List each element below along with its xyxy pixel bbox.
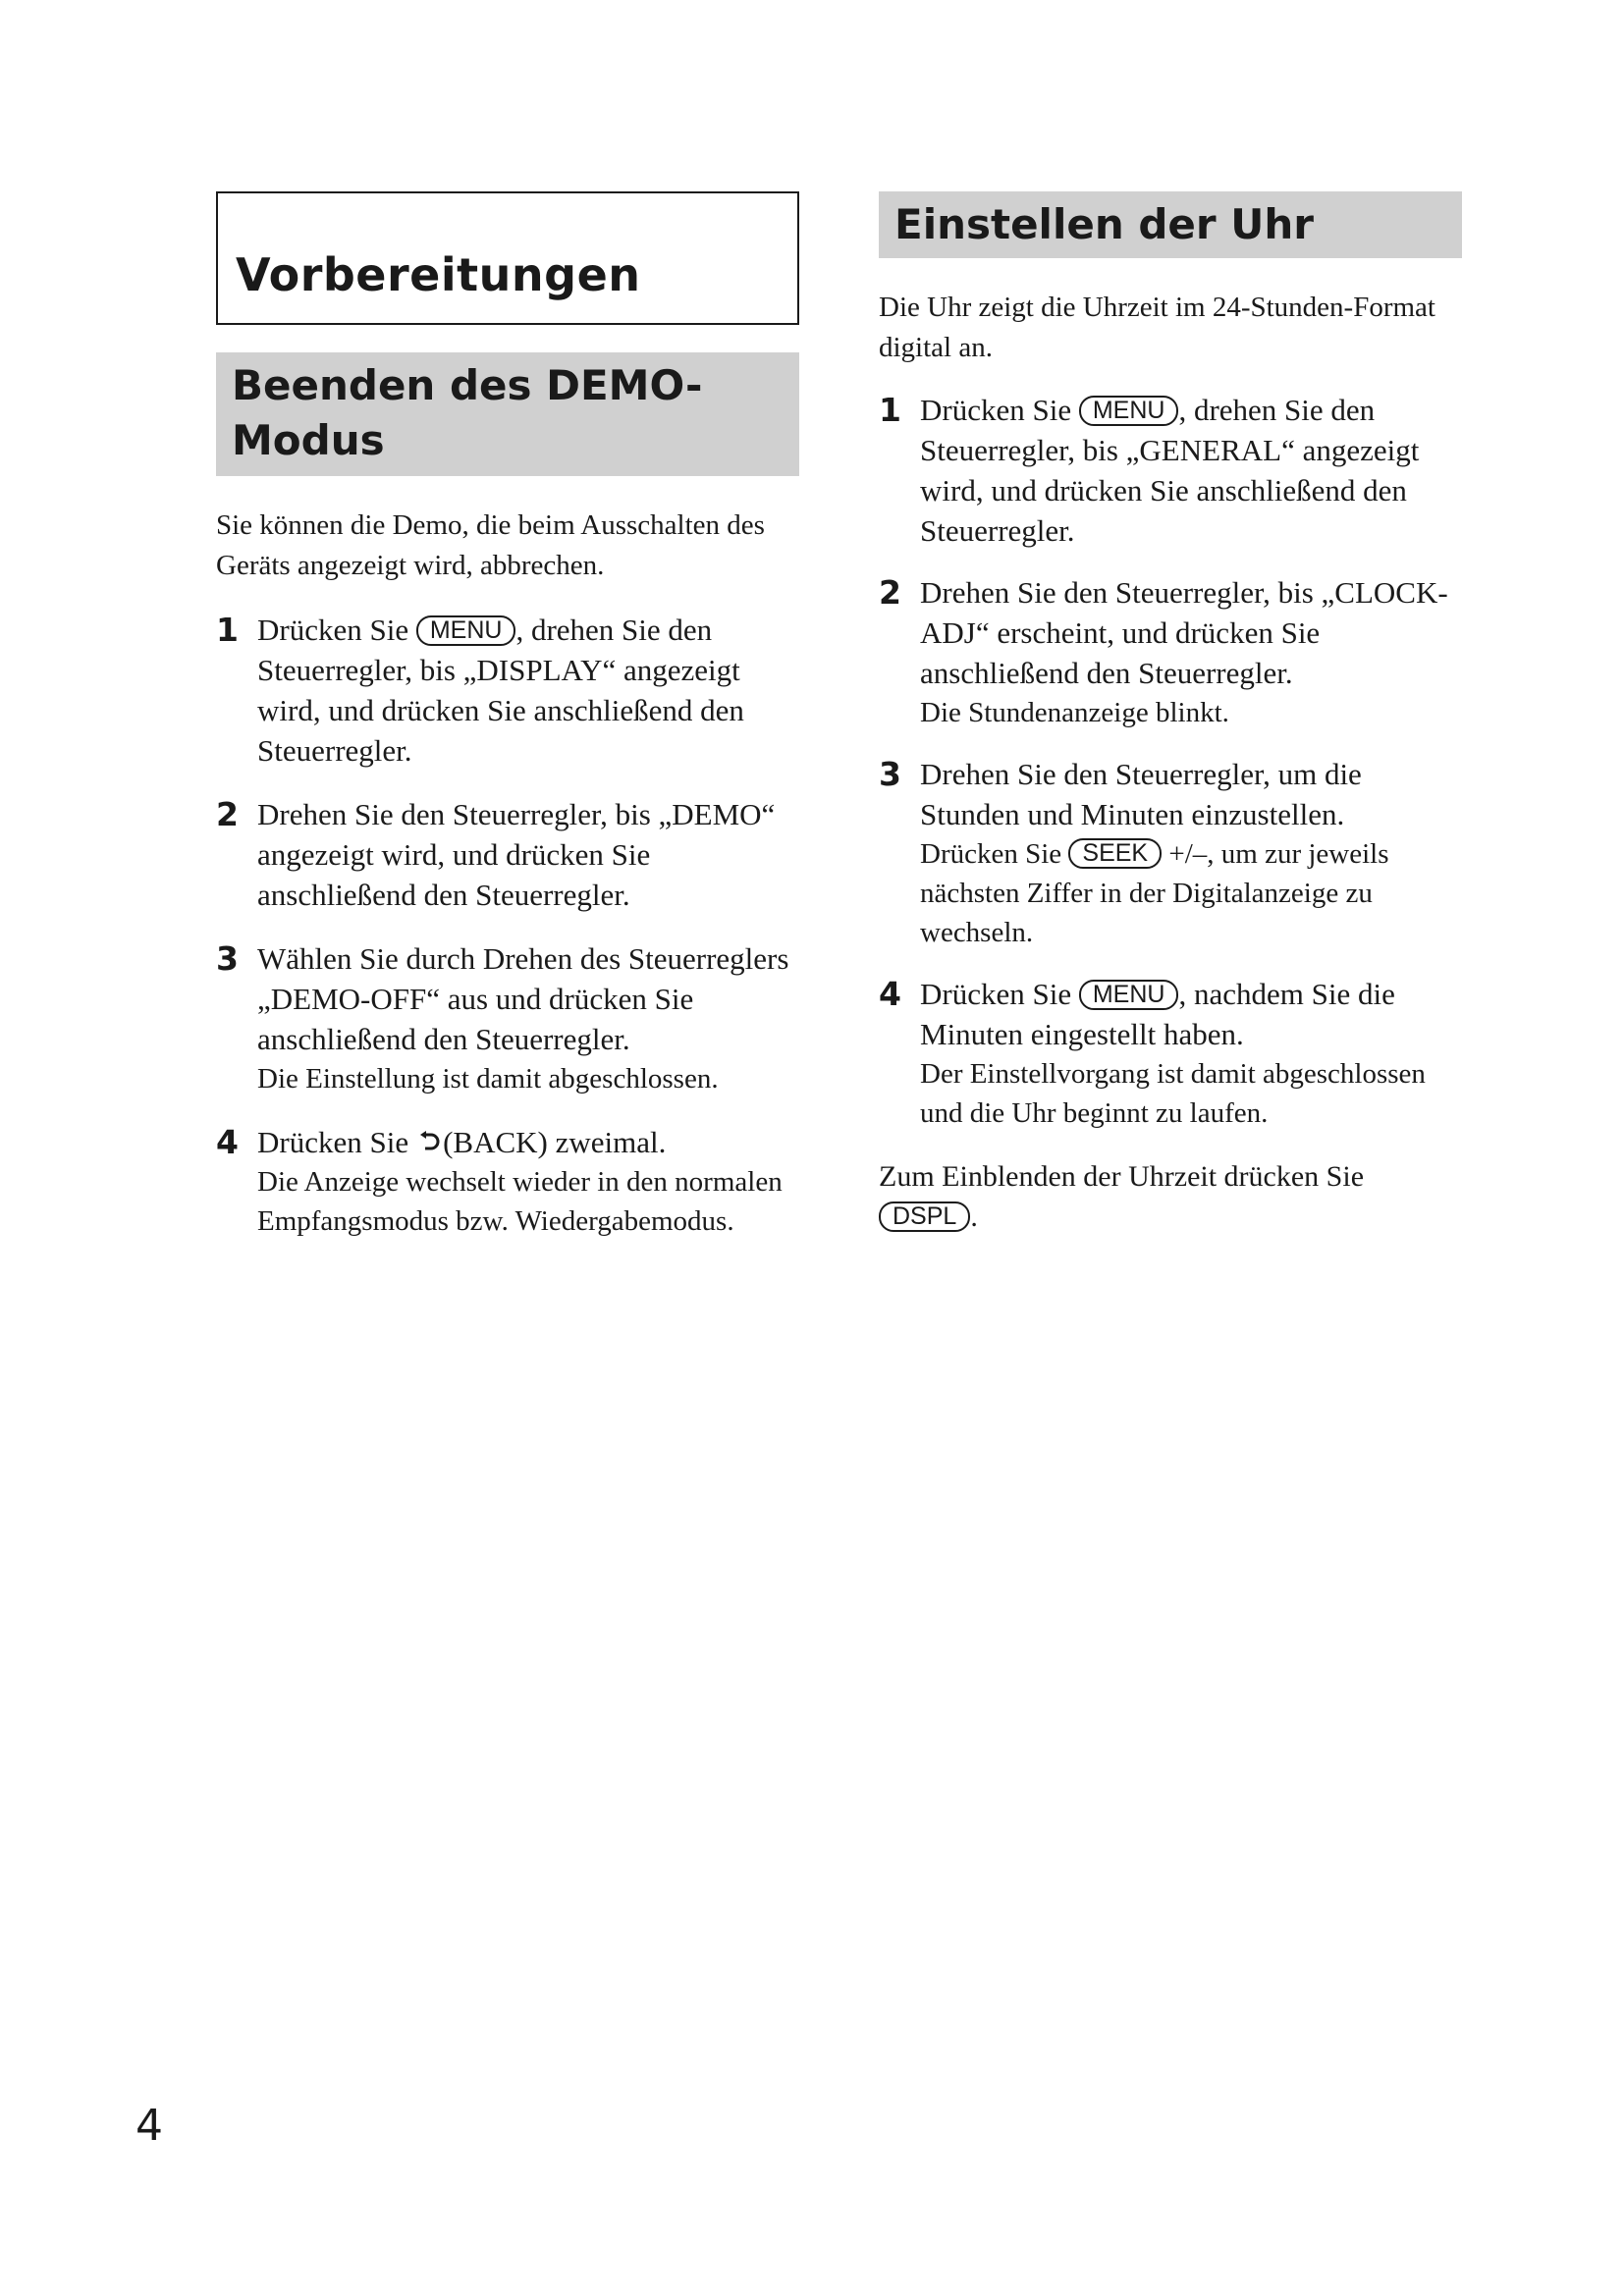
step-text: Wählen Sie durch Drehen des Steuerreglers „DEMO-OFF“ aus und drücken Sie anschließend den Steuerregler. xyxy=(257,941,789,1056)
chapter-box xyxy=(216,191,799,325)
note-text: +/–, um zur jeweils nächsten Ziffer in der Digitalanzeige zu wechseln. xyxy=(920,838,1389,948)
chapter-title: Vorbereitungen xyxy=(236,248,641,301)
back-key-label: (BACK) xyxy=(443,1125,548,1159)
step-text: Drehen Sie den Steuerregler, um die Stunden und Minuten einzustellen. xyxy=(920,757,1362,831)
outro-text: Zum Einblenden der Uhrzeit drücken Sie xyxy=(879,1160,1365,1193)
page-number: 4 xyxy=(135,2101,163,2151)
step-text: Drücken Sie xyxy=(257,613,409,647)
step-number: 4 xyxy=(216,1123,239,1161)
step-number: 4 xyxy=(879,975,901,1013)
demo-intro: Sie können die Demo, die beim Ausschalten des Geräts angezeigt wird, abbrechen. xyxy=(216,509,765,581)
menu-key: MENU xyxy=(416,615,516,646)
demo-step-3 xyxy=(216,938,799,1098)
demo-step-4 xyxy=(216,1122,799,1241)
seek-key: SEEK xyxy=(1068,838,1162,869)
step-text: , drehen Sie den Steuerregler, bis „DISPLAY“ angezeigt wird, und drücken Sie anschließend den Steuerregler. xyxy=(257,613,744,768)
step-text: Drehen Sie den Steuerregler, bis „CLOCK-ADJ“ erscheint, und drücken Sie anschließend den Steuerregler. xyxy=(920,575,1448,690)
step-number: 1 xyxy=(216,611,239,649)
step-text: Drücken Sie xyxy=(920,393,1072,427)
step-note: Die Stundenanzeige blinkt. xyxy=(920,697,1229,728)
step-number: 3 xyxy=(879,755,901,793)
step-note: Der Einstellvorgang ist damit abgeschlossen und die Uhr beginnt zu laufen. xyxy=(920,1058,1426,1129)
clock-step-3 xyxy=(879,754,1462,952)
step-text: , nachdem Sie die Minuten eingestellt haben. xyxy=(920,977,1395,1051)
clock-intro: Die Uhr zeigt die Uhrzeit im 24-Stunden-Format digital an. xyxy=(879,292,1435,363)
demo-section-heading: Beenden des DEMO-Modus xyxy=(216,352,799,476)
step-number: 1 xyxy=(879,391,901,429)
clock-step-1 xyxy=(879,390,1462,551)
step-text: Drücken Sie xyxy=(257,1125,409,1159)
step-text: Drehen Sie den Steuerregler, bis „DEMO“ angezeigt wird, und drücken Sie anschließend den Steuerregler. xyxy=(257,797,776,912)
step-note: Die Einstellung ist damit abgeschlossen. xyxy=(257,1063,719,1095)
step-note: Die Anzeige wechselt wieder in den normalen Empfangsmodus bzw. Wiedergabemodus. xyxy=(257,1166,783,1237)
outro-text: . xyxy=(970,1201,978,1233)
note-text: Drücken Sie xyxy=(920,838,1062,870)
dspl-key: DSPL xyxy=(879,1201,970,1232)
step-number: 2 xyxy=(216,795,239,833)
demo-step-2 xyxy=(216,794,799,915)
clock-section-heading: Einstellen der Uhr xyxy=(879,191,1462,258)
demo-step-1 xyxy=(216,610,799,771)
back-icon xyxy=(418,1131,442,1154)
menu-key: MENU xyxy=(1079,396,1179,426)
step-text: , drehen Sie den Steuerregler, bis „GENERAL“ angezeigt wird, und drücken Sie anschließend den Steuerregler. xyxy=(920,393,1420,548)
clock-outro xyxy=(879,1156,1462,1237)
clock-step-2 xyxy=(879,572,1462,732)
menu-key: MENU xyxy=(1079,980,1179,1010)
step-note xyxy=(920,834,1462,952)
step-text: Drücken Sie xyxy=(920,977,1072,1011)
step-number: 3 xyxy=(216,939,239,978)
clock-step-4 xyxy=(879,974,1462,1133)
left-column xyxy=(216,191,799,1241)
step-number: 2 xyxy=(879,573,901,612)
right-column xyxy=(879,191,1462,1237)
step-text: zweimal. xyxy=(547,1125,667,1159)
